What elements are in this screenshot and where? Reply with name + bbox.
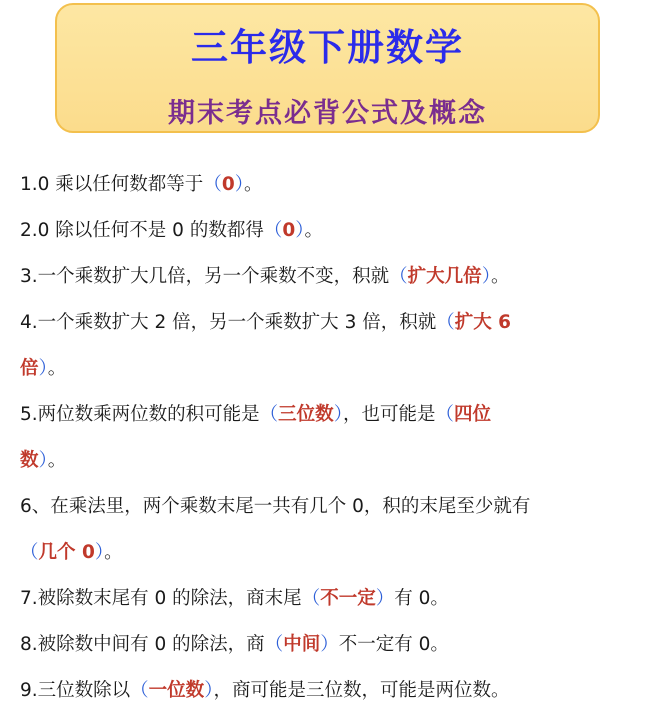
- bracket: ）: [320, 634, 339, 655]
- bracket: （: [203, 174, 222, 195]
- title-banner: [55, 3, 600, 133]
- answer-text: 不一定: [320, 588, 376, 609]
- bracket: ）: [204, 680, 214, 701]
- bracket: （: [436, 312, 455, 333]
- answer-text: 数: [20, 450, 39, 471]
- formula-line: [20, 354, 640, 400]
- bracket: （: [264, 634, 284, 655]
- statement-text: 。: [104, 542, 123, 563]
- page-title: 三年级下册数学: [191, 26, 464, 69]
- statement-text: 7.被除数末尾有 0 的除法，商末尾: [20, 588, 302, 609]
- statement-text: 9.三位数除以: [20, 680, 131, 701]
- bracket: （: [435, 404, 454, 425]
- statement-text: 有 0。: [394, 588, 449, 609]
- answer-text: 几个 0: [38, 542, 95, 563]
- bracket: ）: [375, 588, 395, 609]
- bracket: ）: [481, 266, 491, 287]
- formula-line: [20, 676, 640, 722]
- statement-text: 。: [490, 266, 510, 287]
- bracket: ）: [38, 358, 48, 379]
- bracket: ）: [295, 220, 305, 241]
- answer-text: 0: [282, 220, 296, 241]
- formula-line: [20, 630, 640, 676]
- statement-text: 6、在乘法里，两个乘数末尾一共有几个 0，积的末尾至少就有: [20, 496, 531, 517]
- bracket: （: [20, 542, 39, 563]
- answer-text: 扩大 6: [454, 312, 512, 333]
- formula-line: [20, 400, 640, 446]
- bracket: （: [130, 680, 149, 701]
- statement-text: 5.两位数乘两位数的积可能是: [20, 404, 260, 425]
- page-subtitle: 期末考点必背公式及概念: [168, 98, 487, 129]
- statement-text: 1.0 乘以任何数都等于: [20, 174, 204, 195]
- statement-text: ，商可能是三位数，可能是两位数。: [213, 680, 510, 701]
- formula-line: [20, 170, 640, 216]
- statement-text: 。: [304, 220, 324, 241]
- statement-text: 。: [47, 358, 67, 379]
- statement-text: 。: [47, 450, 67, 471]
- formula-line: [20, 216, 640, 262]
- answer-text: 三位数: [278, 404, 334, 425]
- bracket: ）: [94, 542, 105, 563]
- statement-text: 。: [243, 174, 263, 195]
- answer-text: 中间: [283, 634, 321, 655]
- answer-text: 四位: [453, 404, 491, 425]
- formula-line: [20, 538, 640, 584]
- formula-line: [20, 262, 640, 308]
- formula-line: [20, 446, 640, 492]
- statement-text: 不一定有 0。: [338, 634, 449, 655]
- statement-text: ，也可能是: [342, 404, 436, 425]
- formula-line: [20, 584, 640, 630]
- formula-list: [20, 170, 640, 722]
- answer-text: 扩大几倍: [407, 266, 482, 287]
- formula-line: [20, 492, 640, 538]
- answer-text: 0: [221, 174, 235, 195]
- statement-text: 2.0 除以任何不是 0 的数都得: [20, 220, 264, 241]
- bracket: ）: [234, 174, 244, 195]
- bracket: （: [301, 588, 321, 609]
- bracket: ）: [333, 404, 343, 425]
- statement-text: 8.被除数中间有 0 的除法，商: [20, 634, 265, 655]
- answer-text: 倍: [20, 358, 39, 379]
- bracket: （: [259, 404, 279, 425]
- bracket: ）: [38, 450, 48, 471]
- bracket: （: [389, 266, 408, 287]
- statement-text: 3.一个乘数扩大几倍，另一个乘数不变，积就: [20, 266, 390, 287]
- bracket: （: [263, 220, 283, 241]
- answer-text: 一位数: [148, 680, 205, 701]
- statement-text: 4.一个乘数扩大 2 倍，另一个乘数扩大 3 倍，积就: [20, 312, 437, 333]
- formula-line: [20, 308, 640, 354]
